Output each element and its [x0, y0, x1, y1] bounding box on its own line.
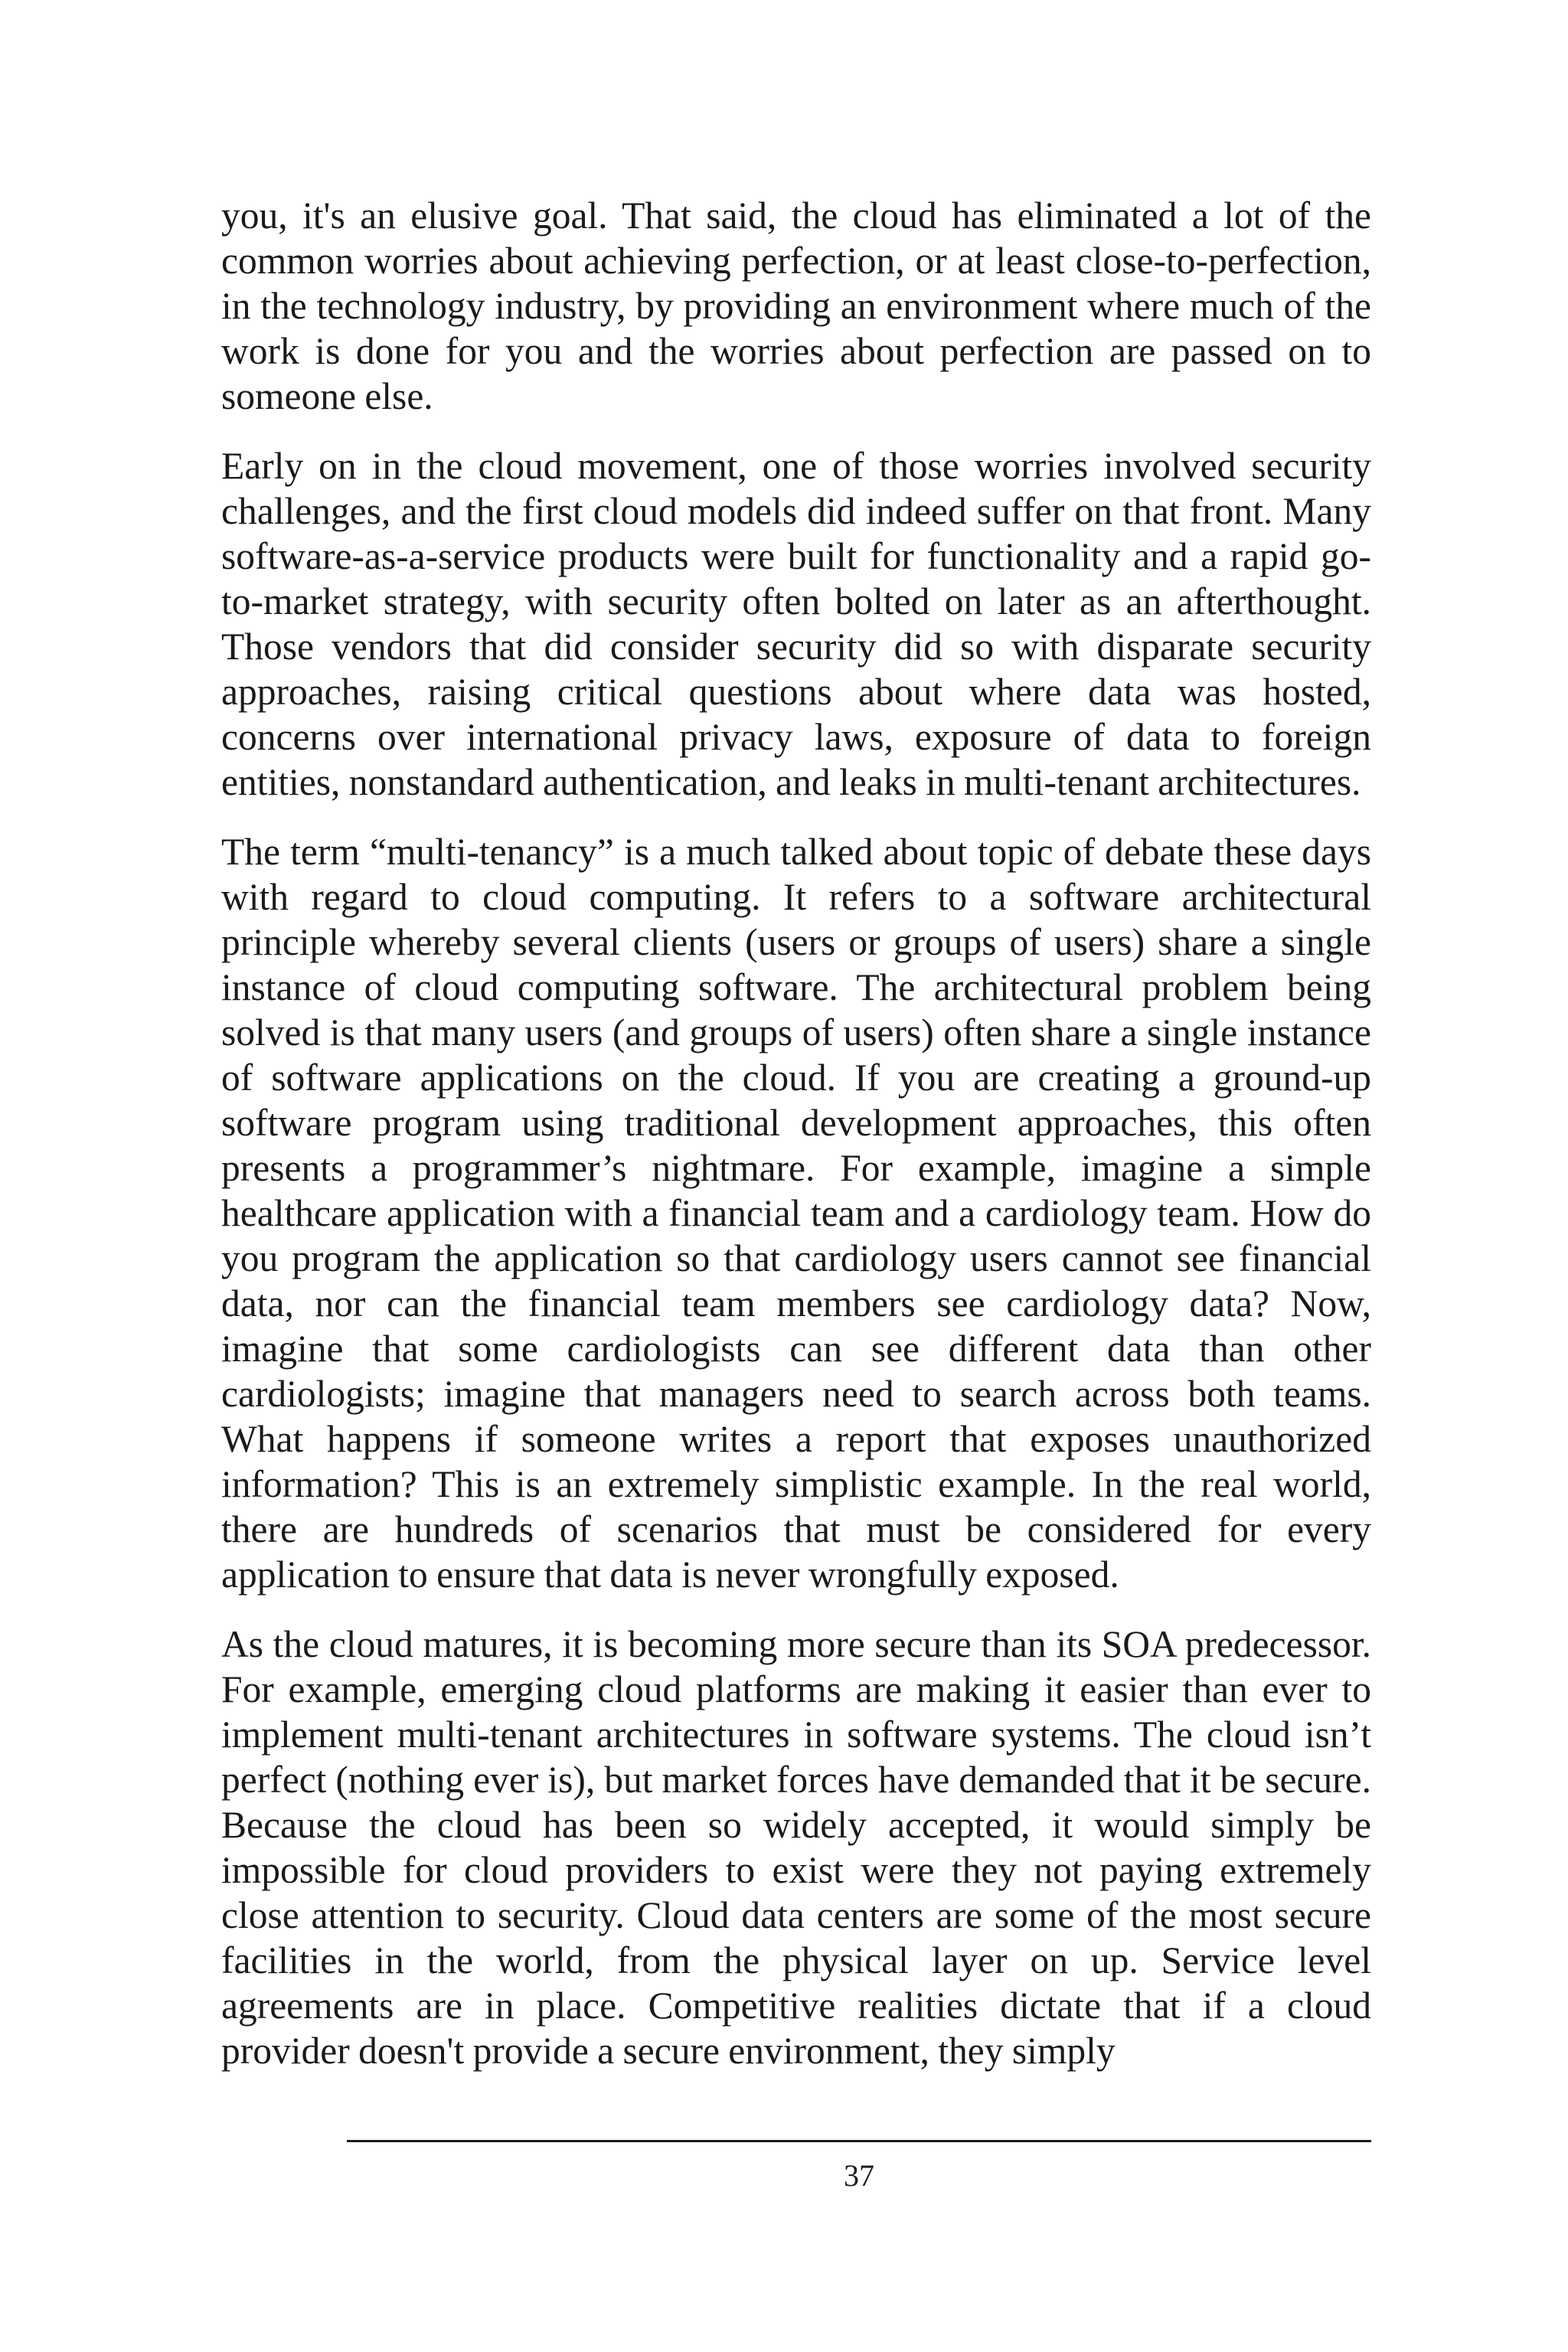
paragraph-1: you, it's an elusive goal. That said, the cloud has eliminated a lot of the common worries about achieving perfection, or at least close-to-perfection, in the technology industry, by providing an environment where much of the work is done for you and the worries about perfection are passed on to someone else. — [221, 194, 1371, 417]
paragraph-2: Early on in the cloud movement, one of those worries involved security challenges, and the first cloud models did indeed suffer on that front. Many software-as-a-service products were built for functionality and a rapid go-to-market strategy, with security often bolted on later as an afterthought. Those vendors that did consider security did so with disparate security approaches, raising critical questions about where data was hosted, concerns over international privacy laws, exposure of data to foreign entities, nonstandard authentication, and leaks in multi-tenant architectures. — [221, 445, 1371, 803]
footer-rule — [347, 2140, 1371, 2142]
page-number: 37 — [844, 2158, 874, 2193]
paragraph-3: The term “multi-tenancy” is a much talked about topic of debate these days with regard to cloud computing. It refers to a software architectural principle whereby several clients (users or groups of users) share a single instance of cloud computing software. The architectural problem being solved is that many users (and groups of users) often share a single instance of software applications on the cloud. If you are creating a ground-up software program using traditional development approaches, this often presents a programmer’s nightmare. For example, imagine a simple healthcare application with a financial team and a cardiology team. How do you program the application so that cardiology users cannot see financial data, nor can the financial team members see cardiology data? Now, imagine that some cardiologists can see different data than other cardiologists; imagine that managers need to search across both teams. What happens if someone writes a report that exposes unauthorized information? This is an extremely simplistic example. In the real world, there are hundreds of scenarios that must be considered for every application to ensure that data is never wrongfully exposed. — [221, 831, 1371, 1596]
paragraph-4: As the cloud matures, it is becoming more secure than its SOA predecessor. For example, emerging cloud platforms are making it easier than ever to implement multi-tenant architectures in software systems. The cloud isn’t perfect (nothing ever is), but market forces have demanded that it be secure. Because the cloud has been so widely accepted, it would simply be impossible for cloud providers to exist were they not paying extremely close attention to security. Cloud data centers are some of the most secure facilities in the world, from the physical layer on up. Service level agreements are in place. Competitive realities dictate that if a cloud provider doesn't provide a secure environment, they simply — [221, 1623, 1371, 2072]
page-body — [221, 193, 1371, 2098]
